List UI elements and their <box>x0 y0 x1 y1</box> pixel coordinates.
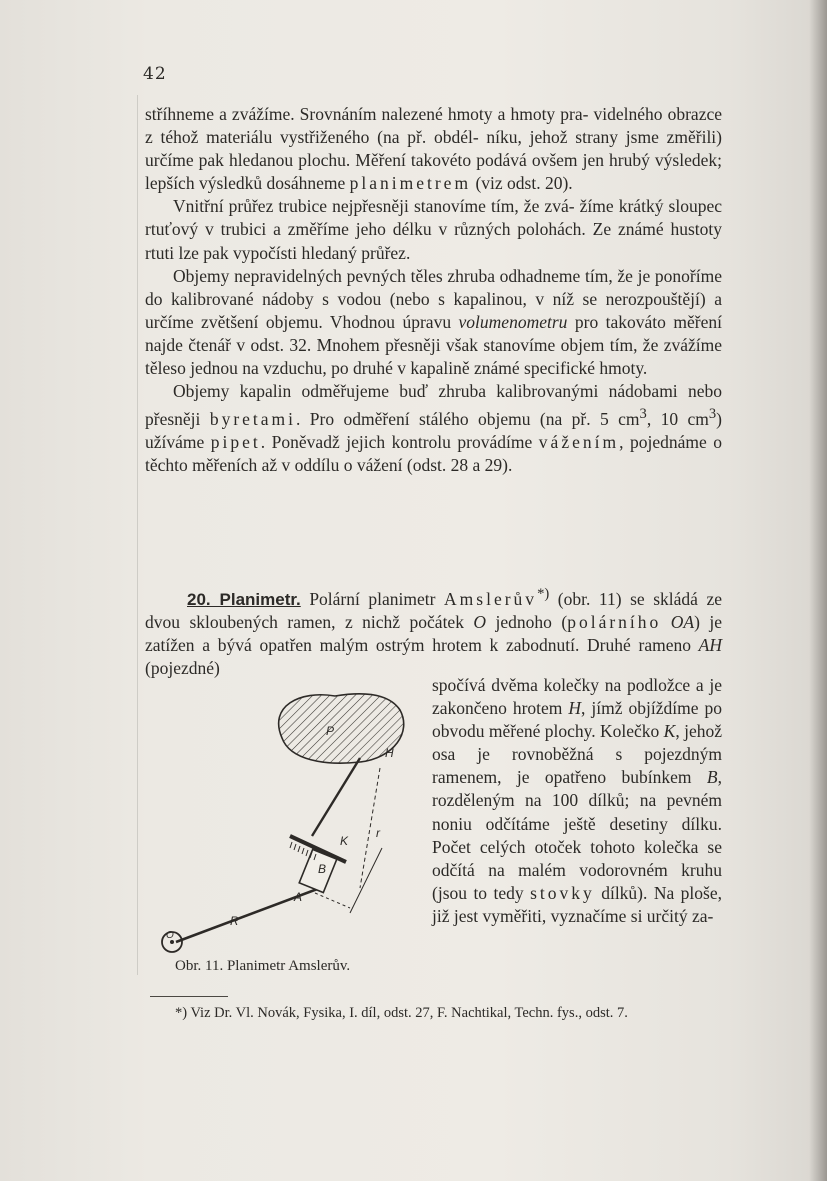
wrap-paragraph <box>432 674 722 928</box>
footnote-text: *) Viz Dr. Vl. Novák, Fysika, I. díl, odst. 27, F. Nachtikal, Techn. fys., odst. 7. <box>175 1005 628 1021</box>
col-H: H <box>568 698 582 719</box>
intro-e: (pojezdné) <box>145 658 220 679</box>
p4-spaced-byretami: byretami <box>209 409 297 430</box>
col-B: B <box>706 767 718 788</box>
label-O: O <box>166 930 174 941</box>
intro-OA: OA <box>670 611 695 632</box>
body-text <box>145 103 722 477</box>
wrap-column <box>432 674 722 928</box>
col-a: spočívá dvěma kolečky na podložce a je zakončeno hrotem <box>432 675 722 719</box>
footnote-rule <box>150 996 228 997</box>
col-e: dílků). Na ploše, již jest vyměřiti, vyznačíme si určitý za- <box>432 882 722 926</box>
gutter-shadow <box>137 95 138 975</box>
footnote <box>145 1004 723 1023</box>
section-heading: 20. Planimetr. <box>187 589 301 609</box>
label-P: P <box>326 724 335 738</box>
col-spaced-stovky: stovky <box>530 882 595 903</box>
p4-e: ) užíváme <box>145 409 722 453</box>
figure-caption: Obr. 11. Planimetr Amslerův. <box>175 958 351 974</box>
intro-b: (obr. 11) se skládá ze dvou skloubených ramen, z nichž počátek <box>145 588 722 632</box>
label-A: A <box>294 890 303 904</box>
intro-O: O <box>473 611 487 632</box>
label-B: B <box>318 862 327 876</box>
p1-line-1: stříhneme a zvážíme. Srovnáním nalezené hmoty a hmoty pra- <box>145 104 589 124</box>
p1-last-before: výsledků dosáhneme <box>198 173 350 194</box>
p4-d: , 10 cm <box>646 409 709 430</box>
p3-before: Objemy nepravidelných pevných těles zhruba odhadneme tím, že je ponoříme do kalibrované nádoby s vodou (nebo s kapalinou, v níž se nerozpouštějí) a určíme zvětšení objemu. Vhodnou úpravu <box>145 265 722 332</box>
col-c: , jehož osa je rovnoběžná s pojezdným ramenem, je opatřeno bubínkem <box>432 721 722 788</box>
p4-spaced-vazenim: vážením <box>538 432 620 453</box>
p4-spaced-pipet: pipet <box>210 432 261 453</box>
paragraph-2: Vnitřní průřez trubice nejpřesněji stanovíme tím, že zvá- žíme krátký sloupec rtuťový v trubici a změříme jeho délku v různých polohách. Ze známé hustoty rtuti lze pak vypočísti hledaný průřez. <box>145 196 722 263</box>
label-K: K <box>340 834 349 848</box>
col-K: K <box>663 721 676 742</box>
intro-spaced-polarniho: polárního <box>567 611 662 632</box>
page-number: 42 <box>143 64 167 84</box>
pointer-dashed-2 <box>350 848 382 913</box>
pointer-dashed-3 <box>315 893 350 908</box>
p3-after: pro takováto měření najde čtenář v odst. 32. Mnohem přesněji však stanovíme objem tím, že zvážíme těleso jednou na vzduchu, po druhé v kapalině známé specifické hmoty. <box>145 311 722 379</box>
section-intro <box>145 583 722 680</box>
label-H: H <box>385 746 394 760</box>
p1-line-2: videlného obrazce z téhož materiálu vystřiženého (na př. obdél- <box>145 104 722 148</box>
section-20 <box>145 583 722 680</box>
intro-AH: AH <box>698 635 722 656</box>
label-r: r <box>376 826 380 840</box>
p1-line-4: Měření takovéto podává ovšem jen hrubý výsledek; lepších <box>145 150 723 194</box>
p4-sup-1: 3 <box>639 406 647 423</box>
tracer-arm <box>312 758 360 836</box>
intro-spaced-amsler: Amslerův <box>444 588 538 609</box>
paragraph-3 <box>145 265 722 380</box>
planimeter-drawing <box>150 688 426 958</box>
p1-line-3: níku, jehož strany jsme změřili) určíme pak hledanou plochu. <box>145 127 722 171</box>
p1-last-after: (viz odst. 20). <box>471 173 573 194</box>
col-d: , rozděleným na 100 dílků; na pevném noniu odčítáme ještě desetiny dílku. Počet celých otoček tohoto kolečka se odčítá na malém vodorovném kruhu (jsou to tedy <box>432 767 722 903</box>
paragraph-4 <box>145 380 722 477</box>
p4-g: . Poněvadž jejich kontrolu provádíme <box>260 432 539 453</box>
intro-c: jednoho ( <box>486 611 568 632</box>
label-R: R <box>230 914 239 928</box>
p3-italic-term: volumenometru <box>458 311 568 332</box>
intro-d: ) je zatížen a bývá opatřen malým ostrým hrotem k zabodnutí. Druhé rameno <box>145 611 722 656</box>
p1-spaced-term: planimetrem <box>349 173 472 194</box>
footnote-ref: *) <box>537 586 550 602</box>
planimeter-figure <box>150 688 426 958</box>
intro-a: Polární planimetr <box>300 588 445 609</box>
p4-sup-2: 3 <box>708 406 717 423</box>
col-b: , jímž objíždíme po obvodu měřené plochy. Kolečko <box>432 698 722 742</box>
p4-i: , pojednáme o těchto měřeních až v oddílu o vážení (odst. 28 a 29). <box>145 432 723 476</box>
p4-a: Objemy kapalin odměřujeme buď zhruba kalibrovanými nádobami nebo přesněji <box>145 381 722 430</box>
p4-c: . Pro odměření stálého objemu (na př. 5 cm <box>296 409 640 430</box>
paragraph-1 <box>145 103 722 195</box>
